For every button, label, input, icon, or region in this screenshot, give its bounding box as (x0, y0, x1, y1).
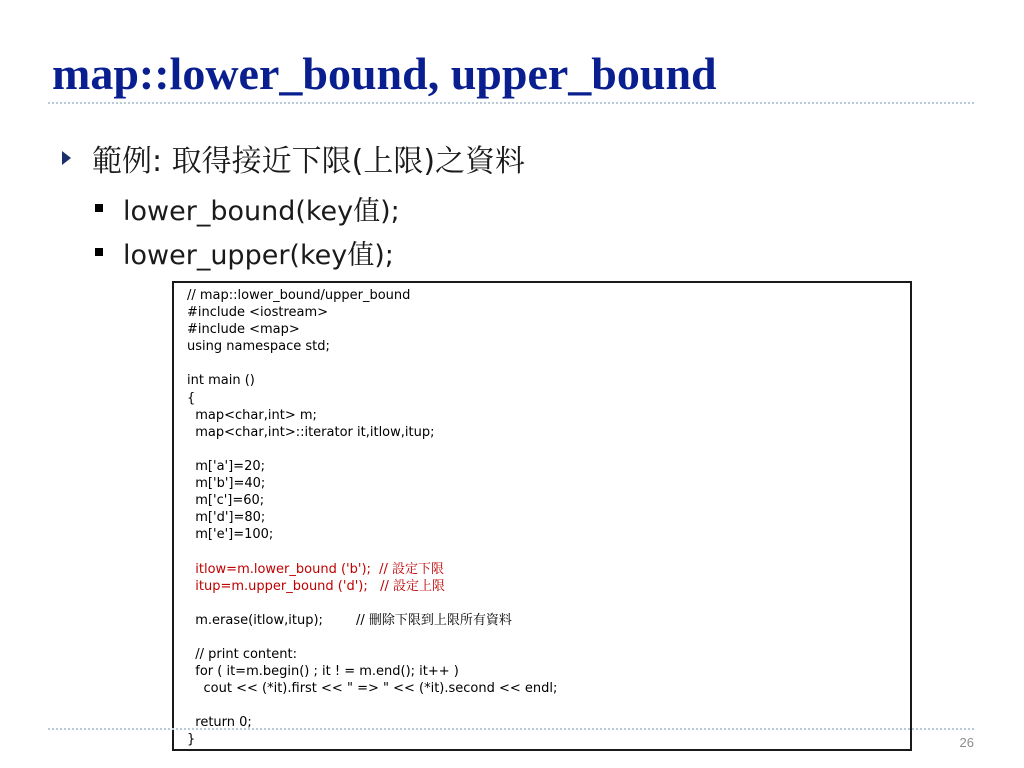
code-line (187, 441, 900, 458)
code-line: return 0; (187, 715, 252, 731)
code-line: cout << (*it).first << " => " << (*it).second << endl; (187, 681, 558, 697)
sub-bullet-lower-upper (95, 232, 394, 272)
main-bullet-text: 範例: 取得接近下限(上限)之資料 (92, 144, 526, 179)
code-line (187, 629, 900, 646)
code-line: m['a']=20; (187, 458, 265, 474)
code-listing (172, 281, 912, 751)
code-line: // map::lower_bound/upper_bound (187, 288, 411, 303)
code-line: map<char,int> m; (187, 407, 317, 423)
triangle-right-icon (62, 151, 71, 165)
main-bullet (62, 136, 525, 180)
code-line: } (187, 732, 196, 748)
code-line: int main () (187, 373, 255, 389)
code-line: itlow=m.lower_bound ('b'); // 設定下限 (187, 561, 445, 577)
code-line (187, 543, 900, 560)
code-line: m['d']=80; (187, 510, 266, 526)
code-line: m['b']=40; (187, 476, 266, 492)
sub-bullet-lower-bound (95, 188, 400, 228)
code-line: #include <map> (187, 322, 300, 338)
footer-divider (48, 728, 974, 730)
title-divider (48, 102, 974, 104)
code-line: map<char,int>::iterator it,itlow,itup; (187, 424, 435, 440)
code-line: itup=m.upper_bound ('d'); // 設定上限 (187, 578, 446, 594)
code-line: using namespace std; (187, 339, 330, 355)
code-line (187, 697, 900, 714)
code-line: for ( it=m.begin() ; it ! = m.end(); it++ ) (187, 664, 459, 680)
code-line (187, 355, 900, 372)
square-bullet-icon (95, 204, 103, 212)
sub-bullet-text: lower_upper(key值); (123, 239, 394, 271)
page-number: 26 (959, 735, 974, 750)
square-bullet-icon (95, 248, 103, 256)
code-line: m['e']=100; (187, 527, 274, 543)
slide-title: map::lower_bound, upper_bound (52, 48, 717, 99)
code-line: { (187, 390, 196, 406)
code-line: m.erase(itlow,itup); // 刪除下限到上限所有資料 (187, 612, 512, 628)
code-line: // print content: (187, 646, 297, 662)
code-line: #include <iostream> (187, 305, 329, 321)
sub-bullet-text: lower_bound(key值); (123, 195, 400, 227)
code-line (187, 595, 900, 612)
code-line: m['c']=60; (187, 493, 265, 509)
